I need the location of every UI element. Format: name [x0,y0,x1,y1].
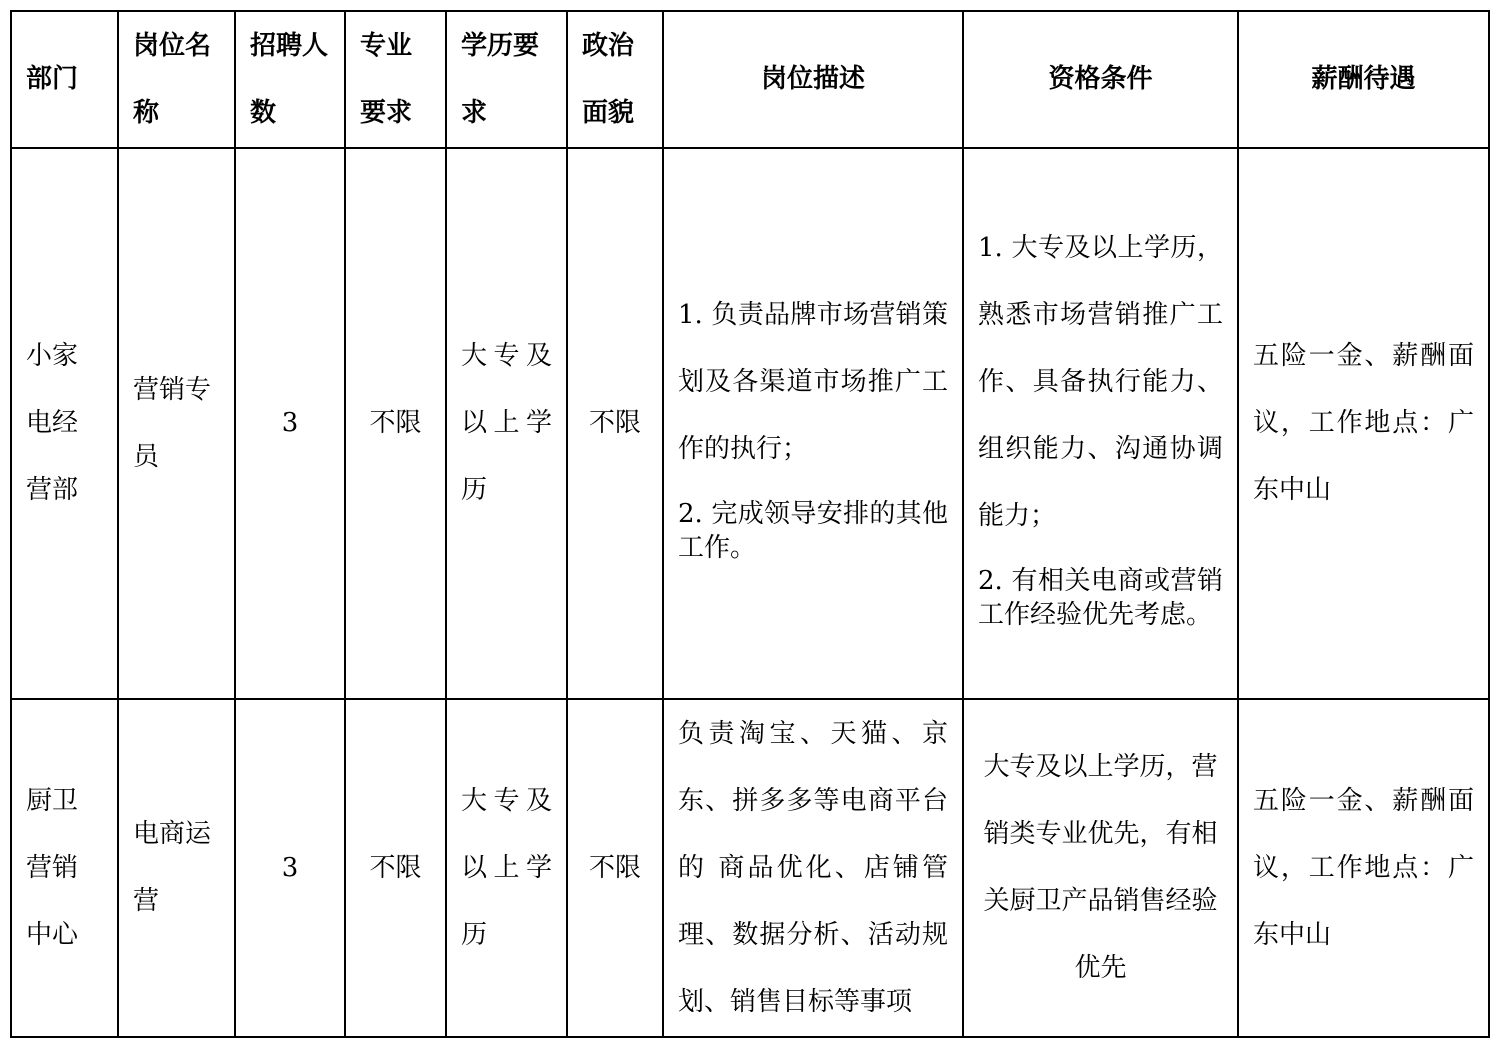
cell-headcount: 3 [235,699,345,1037]
cell-political: 不限 [567,148,663,699]
qualification-item-1: 1. 大专及以上学历，熟悉市场营销推广工作、具备执行能力、组织能力、沟通协调能力； [978,233,1223,531]
cell-qualifications [963,148,1238,699]
table-row [11,699,1489,1037]
qualification-item-1: 大专及以上学历，营销类专业优先，有相关厨卫产品销售经验优先 [983,752,1218,983]
cell-position: 营销专员 [118,148,235,699]
cell-salary: 五险一金、薪酬面议，工作地点：广东中山 [1238,148,1489,699]
header-education: 学历要求 [446,11,567,148]
cell-department: 厨卫营销中心 [11,699,118,1037]
cell-salary: 五险一金、薪酬面议，工作地点：广东中山 [1238,699,1489,1037]
recruitment-table [10,10,1490,1038]
header-position: 岗位名称 [118,11,235,148]
cell-education: 大专及以上学历 [446,148,567,699]
cell-qualifications [963,699,1238,1037]
table-row [11,148,1489,699]
cell-description [663,699,963,1037]
cell-headcount: 3 [235,148,345,699]
cell-major: 不限 [345,148,446,699]
cell-education: 大专及以上学历 [446,699,567,1037]
cell-major: 不限 [345,699,446,1037]
cell-political: 不限 [567,699,663,1037]
header-major: 专业要求 [345,11,446,148]
header-row [11,11,1489,148]
header-salary: 薪酬待遇 [1238,11,1489,148]
qualification-item-2: 2. 有相关电商或营销工作经验优先考虑。 [978,566,1223,630]
header-qualifications: 资格条件 [963,11,1238,148]
cell-position: 电商运营 [118,699,235,1037]
header-department: 部门 [11,11,118,148]
cell-department: 小家电经营部 [11,148,118,699]
header-headcount: 招聘人数 [235,11,345,148]
description-item-1: 1. 负责品牌市场营销策划及各渠道市场推广工作的执行； [678,300,948,464]
header-political: 政治面貌 [567,11,663,148]
description-item-2: 2. 完成领导安排的其他工作。 [678,499,948,563]
header-description: 岗位描述 [663,11,963,148]
description-item-1: 负责淘宝、天猫、京东、拼多多等电商平台的 商品优化、店铺管理、数据分析、活动规划、销售目标等事项 [678,718,948,1017]
cell-description [663,148,963,699]
